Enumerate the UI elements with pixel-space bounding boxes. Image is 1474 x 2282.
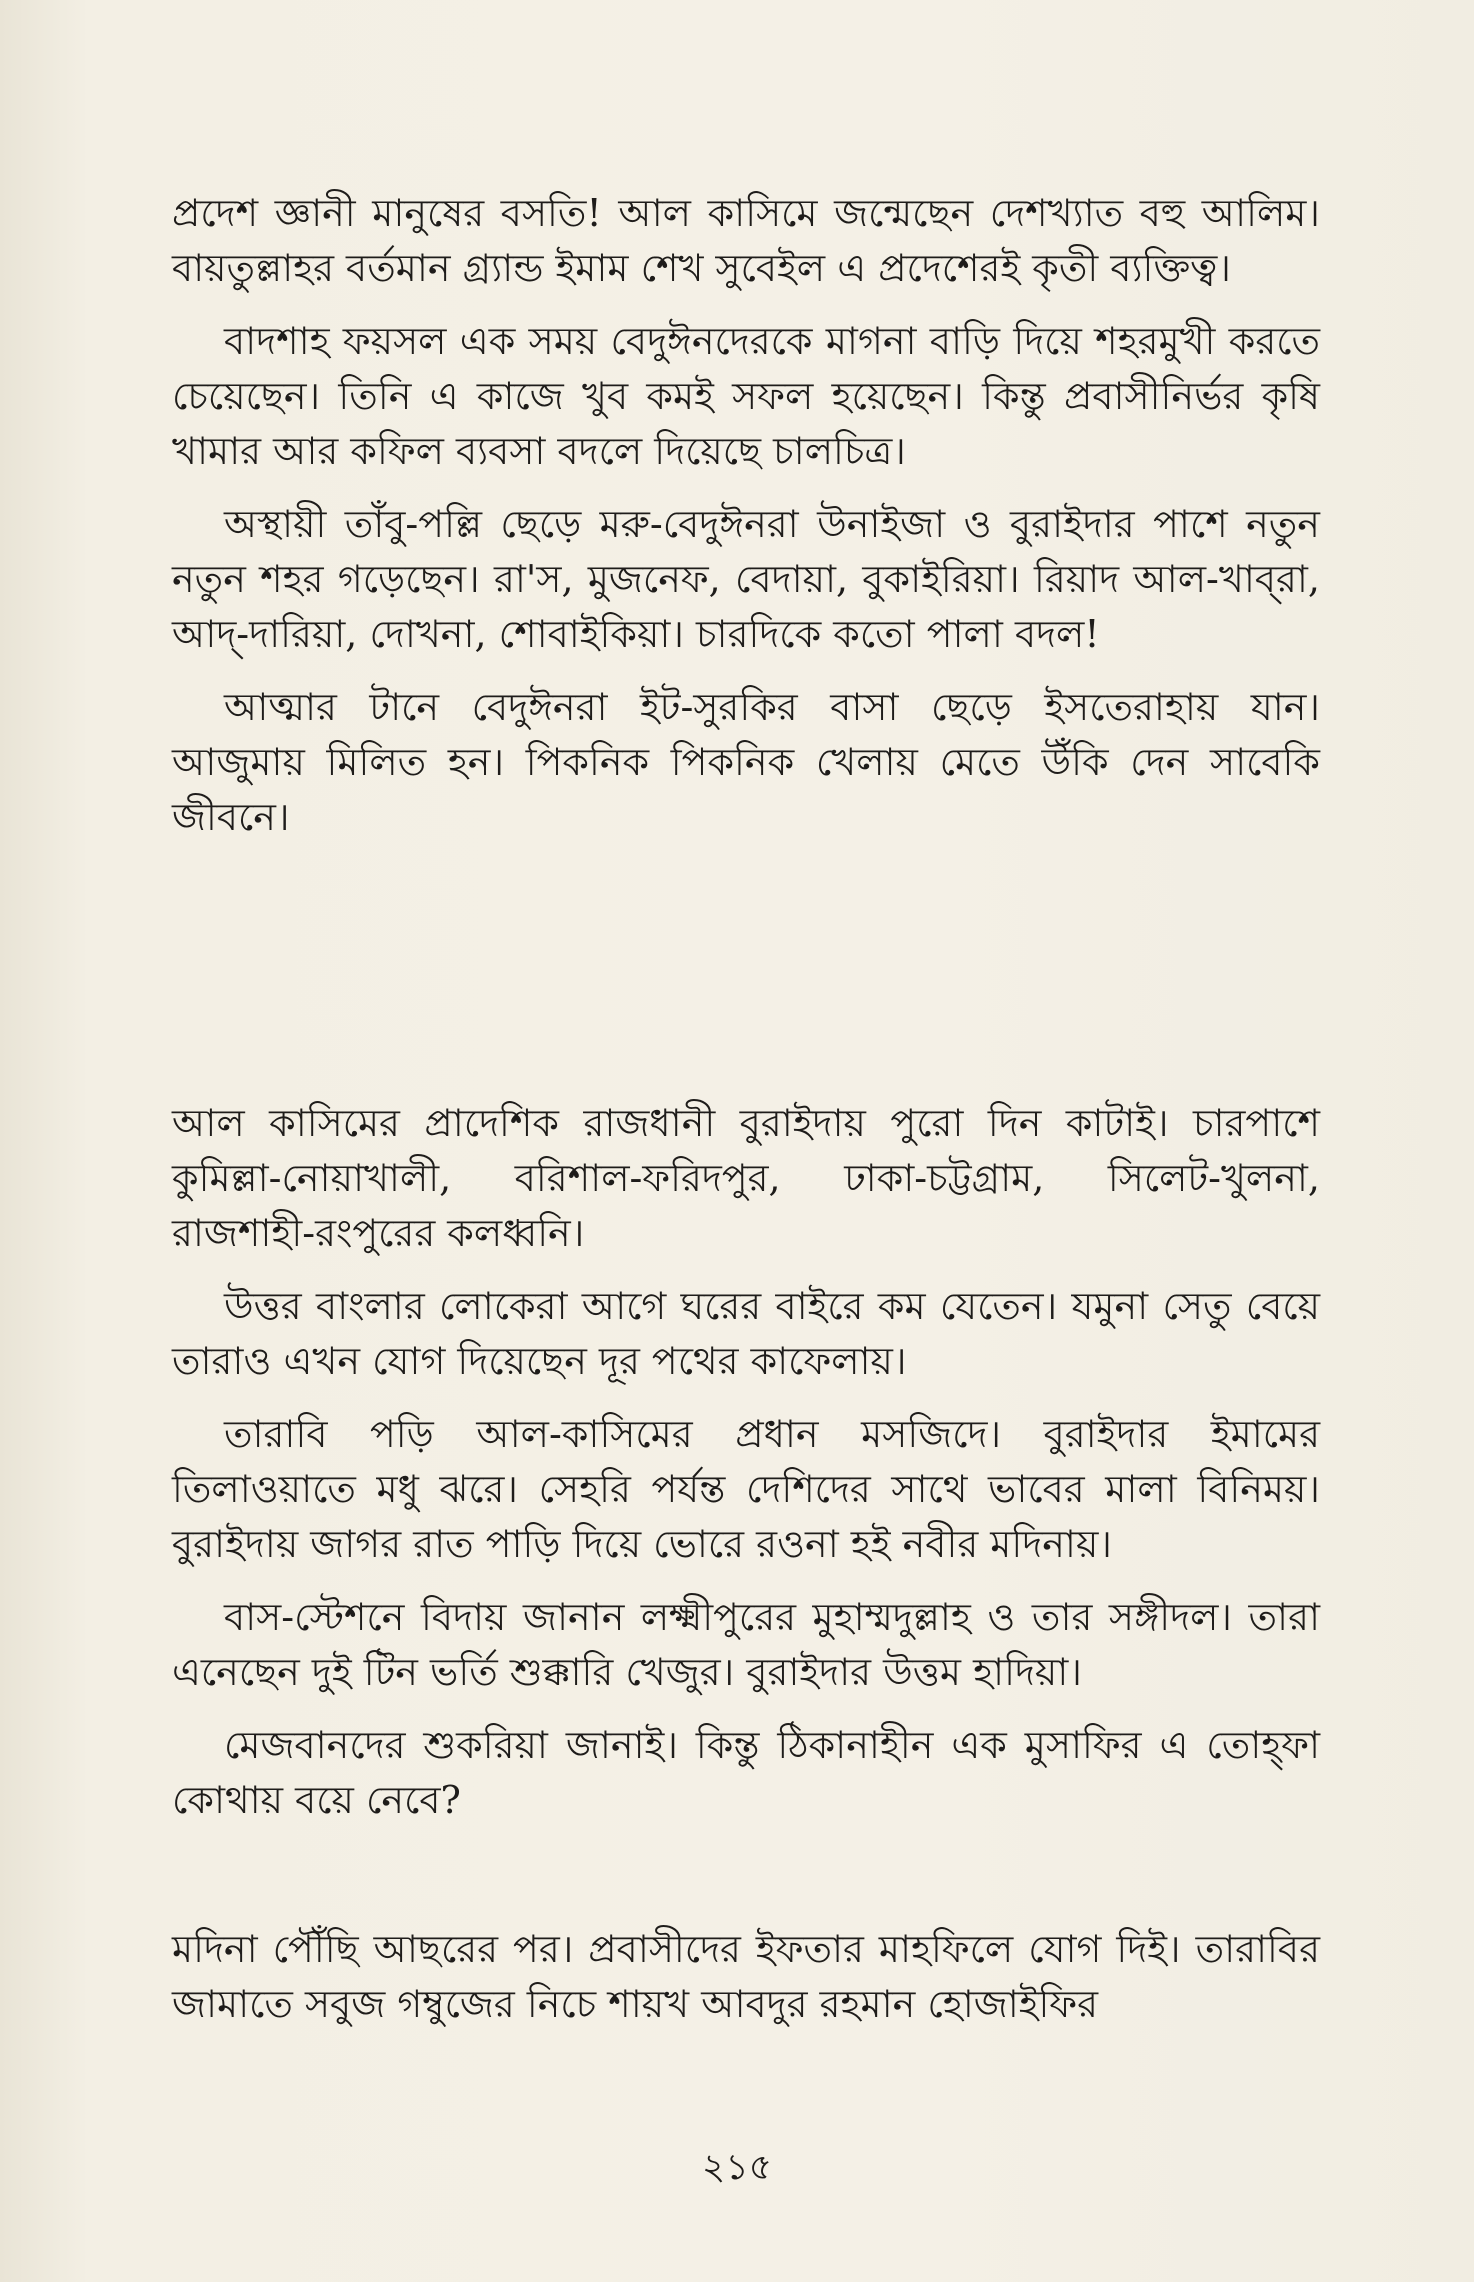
text-section-1 [172, 186, 1320, 863]
paragraph: আত্মার টানে বেদুঈনরা ইট-সুরকির বাসা ছেড়ে ইসতেরাহায় যান। আজুমায় মিলিত হন। পিকনিক পিকনিক খেলায় মেতে উঁকি দেন সাবেকি জীবনে। [172, 685, 1320, 839]
page-number: ২১৫ [701, 2147, 773, 2188]
paragraph: মেজবানদের শুকরিয়া জানাই। কিন্তু ঠিকানাহীন এক মুসাফির এ তোহ্‌ফা কোথায় বয়ে নেবে? [172, 1723, 1320, 1822]
paragraph: মদিনা পৌঁছি আছরের পর। প্রবাসীদের ইফতার মাহফিলে যোগ দিই। তারাবির জামাতে সবুজ গম্বুজের নিচে শায়খ আবদুর রহমান হোজাইফির [172, 1927, 1320, 2026]
paragraph: তারাবি পড়ি আল-কাসিমের প্রধান মসজিদে। বুরাইদার ইমামের তিলাওয়াতে মধু ঝরে। সেহরি পর্যন্ত দেশিদের সাথে ভাবের মালা বিনিময়। বুরাইদায় জাগর রাত পাড়ি দিয়ে ভোরে রওনা হই নবীর মদিনায়। [172, 1412, 1320, 1566]
paragraph: উত্তর বাংলার লোকেরা আগে ঘরের বাইরে কম যেতেন। যমুনা সেতু বেয়ে তারাও এখন যোগ দিয়েছেন দূর পথের কাফেলায়। [172, 1284, 1320, 1383]
paragraph: বাস-স্টেশনে বিদায় জানান লক্ষ্মীপুরের মুহাম্মদুল্লাহ ও তার সঙ্গীদল। তারা এনেছেন দুই টিন ভর্তি শুক্কারি খেজুর। বুরাইদার উত্তম হাদিয়া। [172, 1595, 1320, 1694]
text-section-3 [172, 1922, 1320, 2050]
paragraph: আল কাসিমের প্রাদেশিক রাজধানী বুরাইদায় পুরো দিন কাটাই। চারপাশে কুমিল্লা-নোয়াখালী, বরিশাল-ফরিদপুর, ঢাকা-চট্টগ্রাম, সিলেট-খুলনা, রাজশাহী-রংপুরের কলধ্বনি। [172, 1101, 1320, 1255]
text-section-2 [172, 1096, 1320, 1846]
paragraph: অস্থায়ী তাঁবু-পল্লি ছেড়ে মরু-বেদুঈনরা উনাইজা ও বুরাইদার পাশে নতুন নতুন শহর গড়েছেন। রা'স, মুজনেফ, বেদায়া, বুকাইরিয়া। রিয়াদ আল-খাব্‌রা, আদ্‌-দারিয়া, দোখনা, শোবাইকিয়া। চারদিকে কতো পালা বদল! [172, 502, 1320, 656]
paragraph: বাদশাহ ফয়সল এক সময় বেদুঈনদেরকে মাগনা বাড়ি দিয়ে শহরমুখী করতে চেয়েছেন। তিনি এ কাজে খুব কমই সফল হয়েছেন। কিন্তু প্রবাসীনির্ভর কৃষি খামার আর কফিল ব্যবসা বদলে দিয়েছে চালচিত্র। [172, 319, 1320, 473]
paragraph: প্রদেশ জ্ঞানী মানুষের বসতি! আল কাসিমে জন্মেছেন দেশখ্যাত বহু আলিম। বায়তুল্লাহর বর্তমান গ্র্যান্ড ইমাম শেখ সুবেইল এ প্রদেশেরই কৃতী ব্যক্তিত্ব। [172, 191, 1320, 290]
